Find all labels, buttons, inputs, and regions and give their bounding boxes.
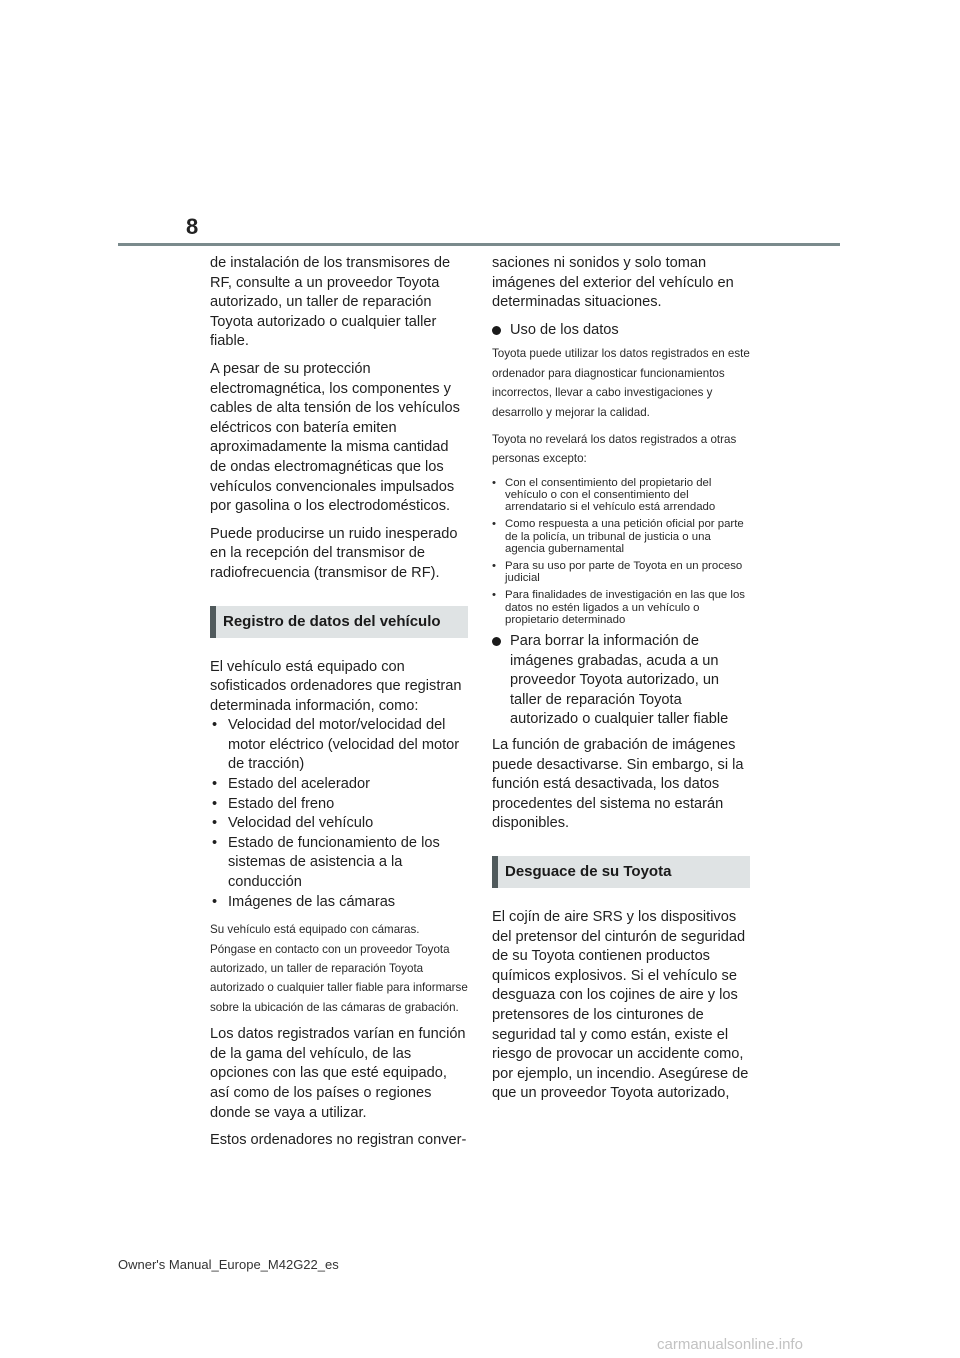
list-item: • Estado de funcionamiento de los sistemas de asistencia a la conducción: [210, 834, 468, 893]
list-item: • Como respuesta a una petición oficial por parte de la policía, un tribunal de justicia o una agencia gubernamental: [492, 518, 750, 555]
exceptions-list: [492, 477, 750, 626]
paragraph-data-varies: Los datos registrados varían en función de la gama del vehículo, de las opciones con las que esté equipado, así como de los países o regiones donde se vaya a utilizar.: [210, 1026, 466, 1121]
paragraph-electromagnetic: A pesar de su protección electromagnética, los componentes y cables de alta tensión de los vehículos eléctricos con batería emiten aproximadamente la misma cantidad de ondas electromagnéticas que los vehículos convencionales impulsados por gasolina o los electrodomésticos.: [210, 360, 460, 515]
use-of-data-text: Toyota puede utilizar los datos registrados en este ordenador para diagnosticar funcionamientos incorrectos, llevar a cabo investigaciones y desarrollo y mejorar la calidad.: [492, 347, 750, 419]
right-column: [492, 254, 750, 1112]
paragraph-scrapping: El cojín de aire SRS y los dispositivos del pretensor del cinturón de seguridad de su Toyota contienen productos químicos explosivos. Si el vehículo se desguaza con los cojines de aire y los pretensores de los cinturones de seguridad tal y como están, existe el riesgo de provocar un accidente como, por ejemplo, un incendio. Asegúrese de que un proveedor Toyota autorizado,: [492, 908, 749, 1102]
paragraph-no-recording: Estos ordenadores no registran conver-: [210, 1132, 467, 1149]
section-accent-bar: [210, 606, 216, 638]
list-item: • Para finalidades de investigación en las que los datos no estén ligados a un vehículo o propietario determinado: [492, 589, 750, 626]
list-item: • Imágenes de las cámaras: [210, 893, 468, 913]
section-title: Desguace de su Toyota: [505, 862, 672, 880]
paragraph-rf-installation: de instalación de los transmisores de RF, consulte a un proveedor Toyota autorizado, un taller de reparación Toyota autorizado o cualquier taller fiable.: [210, 255, 451, 350]
paragraph-radio-noise: Puede producirse un ruido inesperado en la recepción del transmisor de radiofrecuencia (transmisor de RF).: [210, 525, 458, 581]
disclosure-text: Toyota no revelará los datos registrados a otras personas excepto:: [492, 433, 737, 466]
page-number: 8: [186, 214, 199, 239]
bullet-dot-icon: [492, 326, 501, 335]
paragraph-disable-recording: La función de grabación de imágenes puede desactivarse. Sin embargo, si la función está desactivada, los datos procedentes del sistema no estarán disponibles.: [492, 737, 744, 832]
section-header-data-recording: [210, 606, 468, 638]
section-header-scrapping: [492, 856, 750, 888]
erase-images-item: Para borrar la información de imágenes grabadas, acuda a un proveedor Toyota autorizado, un taller de reparación Toyota autorizado o cualquier taller fiable: [492, 632, 750, 730]
paragraph-continued: saciones ni sonidos y solo toman imágenes del exterior del vehículo en determinadas situaciones.: [492, 255, 734, 311]
left-column: [210, 254, 468, 1159]
list-item: • Con el consentimiento del propietario del vehículo o con el consentimiento del arrendatario si el vehículo está arrendado: [492, 477, 750, 514]
list-item: • Estado del freno: [210, 795, 468, 815]
section-title: Registro de datos del vehículo: [223, 612, 441, 630]
camera-note: Su vehículo está equipado con cámaras. Póngase en contacto con un proveedor Toyota autorizado, un taller de reparación Toyota autorizado o cualquier taller fiable para informarse sobre la ubicación de las cámaras de grabación.: [210, 923, 468, 1014]
header-rule: [118, 243, 840, 246]
paragraph-intro: El vehículo está equipado con sofisticados ordenadores que registran determinada información, como:: [210, 658, 462, 714]
section-accent-bar: [492, 856, 498, 888]
bullet-dot-icon: [492, 637, 501, 646]
recorded-data-list: [210, 716, 468, 912]
list-item: • Velocidad del motor/velocidad del motor eléctrico (velocidad del motor de tracción): [210, 716, 468, 775]
use-of-data-heading: Uso de los datos: [492, 321, 750, 341]
list-item: • Para su uso por parte de Toyota en un proceso judicial: [492, 560, 750, 584]
list-item: • Estado del acelerador: [210, 775, 468, 795]
watermark: carmanualsonline.info: [657, 1336, 803, 1353]
footer-manual-id: Owner's Manual_Europe_M42G22_es: [118, 1257, 339, 1272]
list-item: • Velocidad del vehículo: [210, 814, 468, 834]
